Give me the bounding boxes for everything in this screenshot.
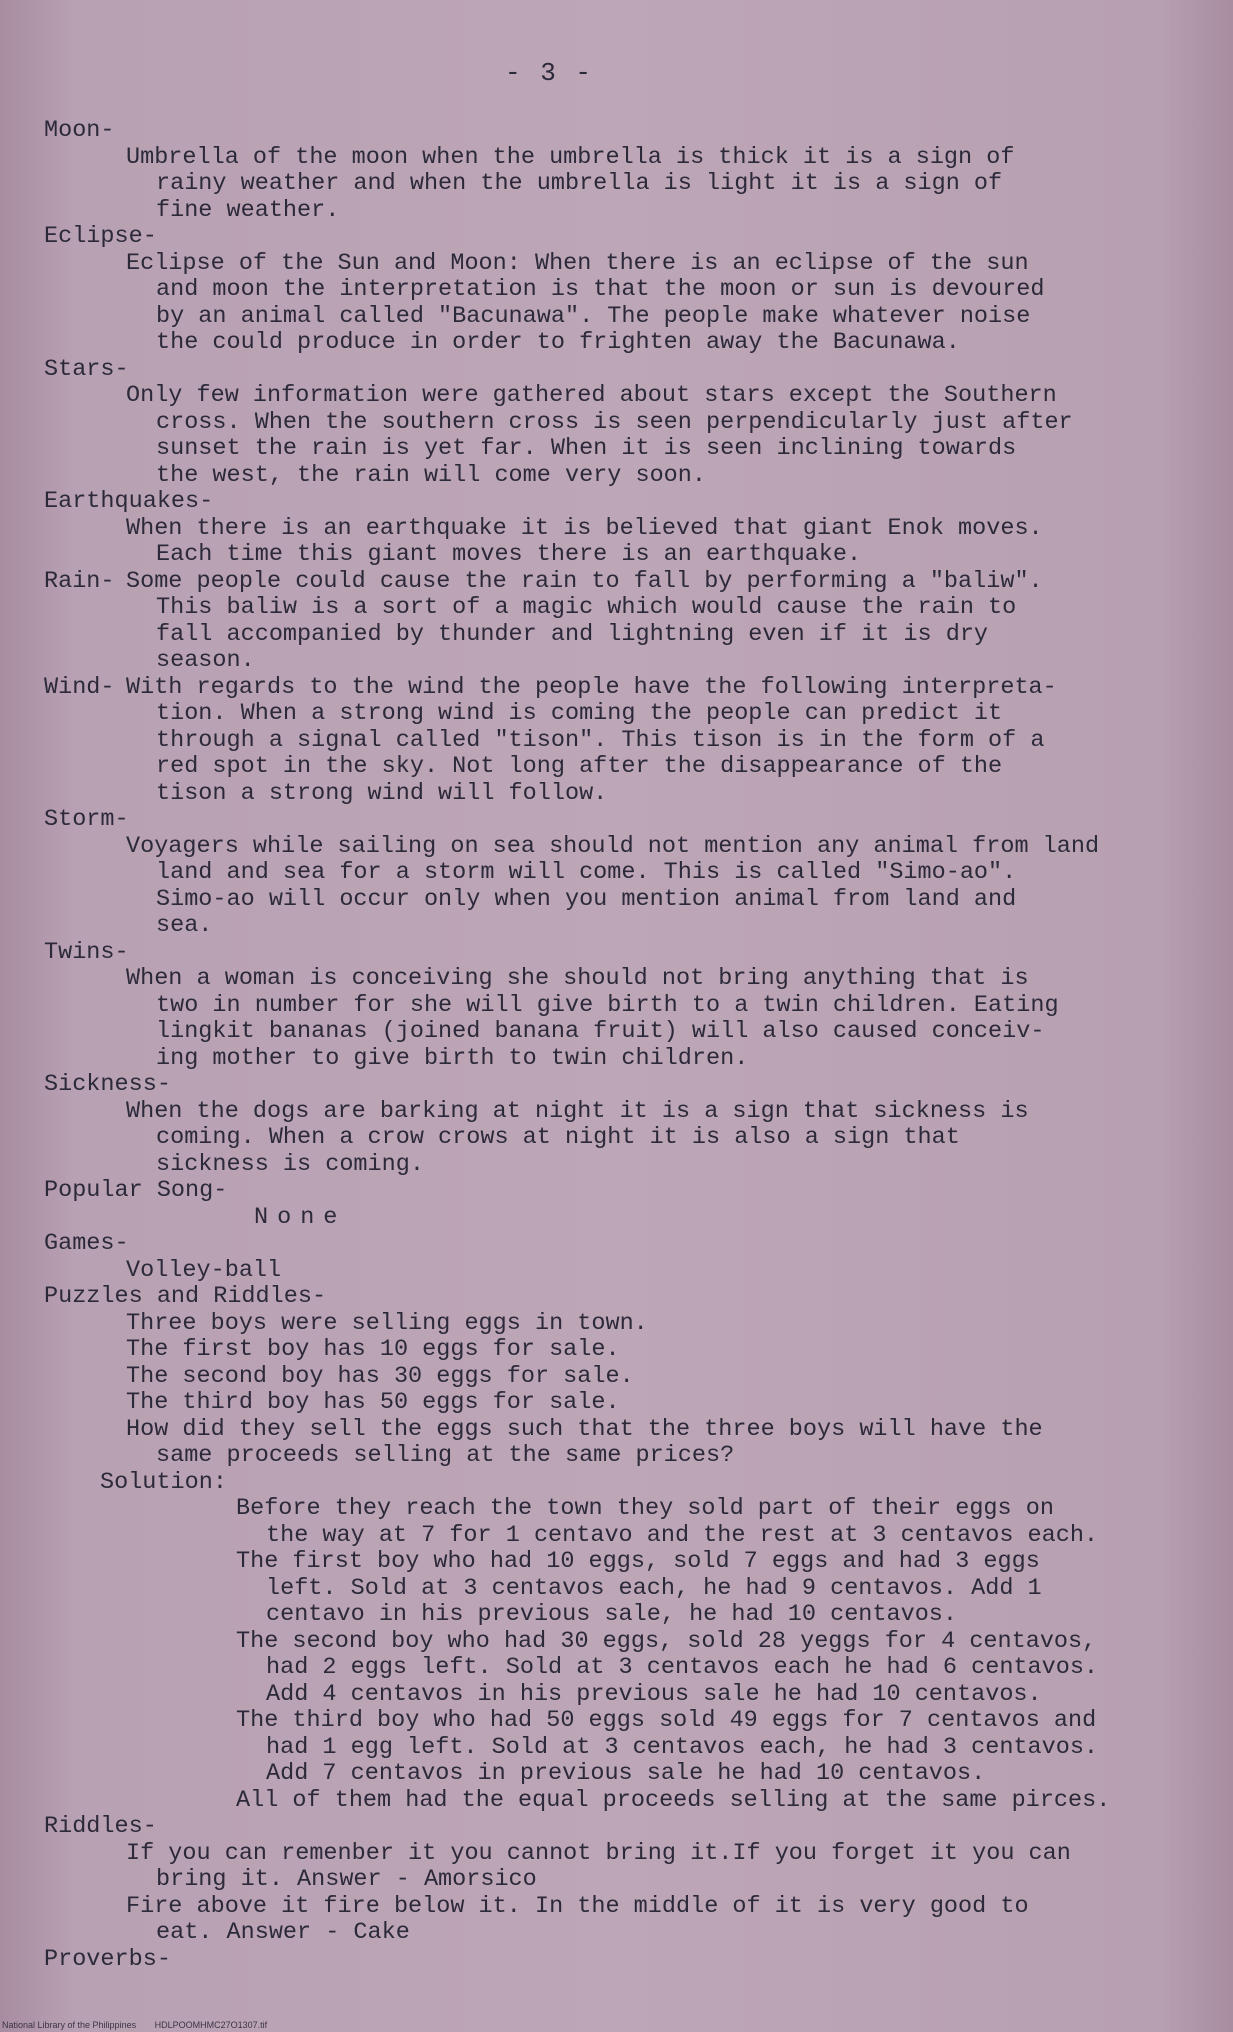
page-number: - 3 - [505, 58, 594, 88]
text-line: The second boy who had 30 eggs, sold 28 yeggs for 4 centavos, [236, 1627, 1097, 1655]
wind-heading: Wind- [44, 673, 129, 701]
text-line: Three boys were selling eggs in town. [126, 1309, 648, 1337]
sickness-heading: Sickness- [44, 1071, 171, 1098]
text-line: sickness is coming. [156, 1150, 424, 1178]
footer-file: HDLPOOMHMC27O1307.tif [154, 2020, 268, 2030]
text-line: tion. When a strong wind is coming the people can predict it [156, 700, 1003, 727]
proverbs-heading: Proverbs- [44, 1945, 171, 1973]
text-line: the west, the rain will come very soon. [156, 461, 706, 489]
text-line: Fire above it fire below it. In the middle of it is very good to [126, 1892, 1029, 1920]
solution-heading: Solution: [100, 1468, 227, 1496]
text-line: Voyagers while sailing on sea should not mention any animal from land [126, 832, 1100, 860]
text-line: The third boy who had 50 eggs sold 49 eggs for 7 centavos and [236, 1707, 1097, 1734]
text-line: Each time this giant moves there is an earthquake. [156, 541, 862, 568]
storm-heading: Storm- [44, 806, 129, 833]
text-line: bring it. Answer - Amorsico [156, 1866, 537, 1893]
riddles-text [126, 1841, 1204, 1947]
section-rain [44, 569, 1204, 675]
text-line: by an animal called "Bacunawa". The people make whatever noise [156, 302, 1031, 330]
text-line: red spot in the sky. Not long after the disappearance of the [156, 753, 1003, 780]
rain-heading: Rain- [44, 567, 129, 595]
text-line: Only few information were gathered about stars except the Southern [126, 382, 1057, 409]
section-wind [44, 675, 1204, 808]
text-line: When the dogs are barking at night it is a sign that sickness is [126, 1097, 1029, 1125]
section-storm [44, 807, 1204, 940]
text-line: The third boy has 50 eggs for sale. [126, 1389, 620, 1416]
section-twins [44, 940, 1204, 1073]
text-line: With regards to the wind the people have the following interpreta- [126, 673, 1057, 701]
text-line: had 1 egg left. Sold at 3 centavos each, he had 3 centavos. [266, 1733, 1099, 1761]
solution-text [236, 1496, 1204, 1814]
text-line: Simo-ao will occur only when you mention animal from land and [156, 885, 1017, 913]
popular-song-value: None [254, 1203, 347, 1231]
text-line: Some people could cause the rain to fall by performing a "baliw". [126, 567, 1043, 595]
text-line: When there is an earthquake it is believed that giant Enok moves. [126, 514, 1043, 542]
text-line: fine weather. [156, 196, 340, 224]
text-line: The second boy has 30 eggs for sale. [126, 1362, 634, 1390]
section-proverbs [44, 1947, 1204, 1974]
text-line: All of them had the equal proceeds selling at the same pirces. [236, 1786, 1111, 1814]
puzzles-text [126, 1311, 1204, 1470]
text-line: If you can remenber it you cannot bring it.If you forget it you can [126, 1839, 1071, 1867]
riddles-heading: Riddles- [44, 1813, 157, 1840]
text-line: rainy weather and when the umbrella is light it is a sign of [156, 170, 1003, 197]
text-line: The first boy has 10 eggs for sale. [126, 1336, 620, 1363]
section-sickness [44, 1072, 1204, 1178]
text-line: and moon the interpretation is that the moon or sun is devoured [156, 276, 1045, 303]
section-popular-song [44, 1178, 1204, 1231]
text-line: had 2 eggs left. Sold at 3 centavos each he had 6 centavos. [266, 1654, 1099, 1681]
text-line: two in number for she will give birth to a twin children. Eating [156, 991, 1059, 1019]
text-line: season. [156, 647, 255, 674]
sickness-text [126, 1099, 1204, 1179]
text-line: sunset the rain is yet far. When it is seen inclining towards [156, 435, 1017, 462]
text-line: Add 7 centavos in previous sale he had 10 centavos. [266, 1760, 986, 1787]
text-line: eat. Answer - Cake [156, 1919, 410, 1946]
text-line: When a woman is conceiving she should not bring anything that is [126, 965, 1029, 992]
puzzles-heading: Puzzles and Riddles- [44, 1283, 327, 1310]
text-line: through a signal called "tison". This tison is in the form of a [156, 726, 1045, 754]
text-line: coming. When a crow crows at night it is also a sign that [156, 1124, 960, 1151]
text-line: left. Sold at 3 centavos each, he had 9 centavos. Add 1 [266, 1574, 1042, 1602]
text-line: This baliw is a sort of a magic which would cause the rain to [156, 594, 1017, 621]
text-line: centavo in his previous sale, he had 10 centavos. [266, 1601, 958, 1628]
section-earthquakes [44, 489, 1204, 569]
section-games [44, 1231, 1204, 1284]
text-line: Before they reach the town they sold part of their eggs on [236, 1495, 1054, 1522]
games-text [126, 1258, 1204, 1285]
earthquakes-heading: Earthquakes- [44, 488, 214, 515]
text-line: lingkit bananas (joined banana fruit) will also caused conceiv- [156, 1018, 1045, 1045]
text-line: Add 4 centavos in his previous sale he had 10 centavos. [266, 1680, 1042, 1708]
text-line: Umbrella of the moon when the umbrella is thick it is a sign of [126, 143, 1015, 171]
earthquakes-text [126, 516, 1204, 569]
text-line: sea. [156, 912, 213, 939]
games-heading: Games- [44, 1230, 129, 1257]
eclipse-heading: Eclipse- [44, 223, 157, 250]
twins-text [126, 966, 1204, 1072]
text-line: The first boy who had 10 eggs, sold 7 eggs and had 3 eggs [236, 1548, 1040, 1575]
section-riddles [44, 1814, 1204, 1947]
moon-text [126, 145, 1204, 225]
text-line: ing mother to give birth to twin children. [156, 1044, 749, 1072]
moon-heading: Moon- [44, 117, 115, 144]
footer-library: National Library of the Philippines [2, 2020, 137, 2030]
eclipse-text [126, 251, 1204, 357]
wind-text [126, 675, 1057, 808]
text-line: the way at 7 for 1 centavo and the rest at 3 centavos each. [266, 1521, 1099, 1549]
document-body [44, 118, 1204, 1973]
text-line: Volley-ball [126, 1256, 282, 1284]
text-line: tison a strong wind will follow. [156, 779, 608, 807]
text-line: cross. When the southern cross is seen perpendicularly just after [156, 408, 1073, 436]
section-eclipse [44, 224, 1204, 357]
section-moon [44, 118, 1204, 224]
text-line: the could produce in order to frighten away the Bacunawa. [156, 329, 960, 356]
rain-text [126, 569, 1043, 675]
stars-text [126, 383, 1204, 489]
section-puzzles [44, 1284, 1204, 1814]
scan-footer [2, 2020, 283, 2030]
text-line: How did they sell the eggs such that the three boys will have the [126, 1415, 1043, 1443]
popular-song-heading: Popular Song- [44, 1177, 228, 1204]
text-line: Eclipse of the Sun and Moon: When there is an eclipse of the sun [126, 249, 1029, 277]
stars-heading: Stars- [44, 355, 129, 383]
section-stars [44, 357, 1204, 490]
text-line: land and sea for a storm will come. This is called "Simo-ao". [156, 859, 1017, 886]
text-line: fall accompanied by thunder and lightning even if it is dry [156, 620, 989, 648]
text-line: same proceeds selling at the same prices? [156, 1442, 735, 1469]
twins-heading: Twins- [44, 938, 129, 966]
storm-text [126, 834, 1204, 940]
